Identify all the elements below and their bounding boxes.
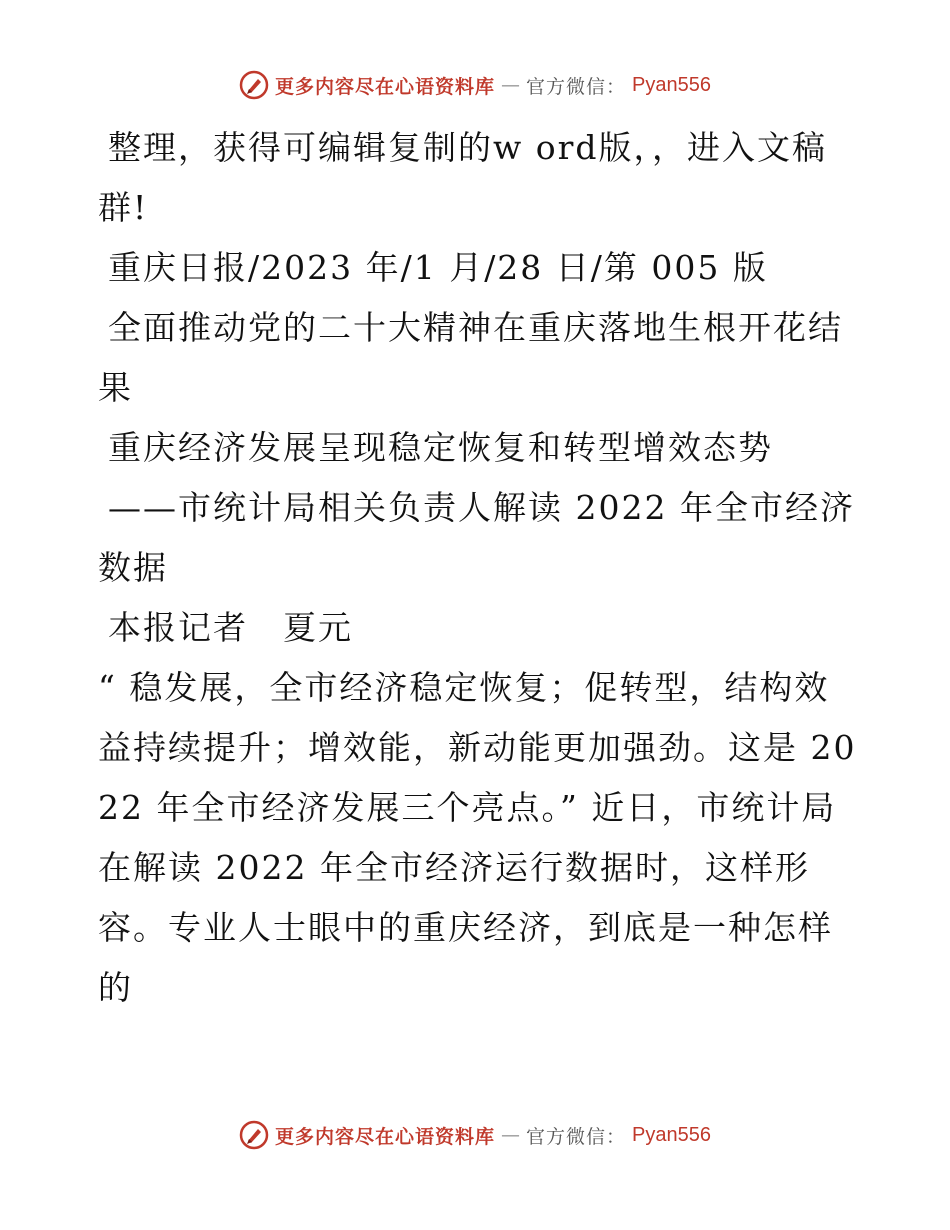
body-paragraph: “ 稳发展，全市经济稳定恢复；促转型，结构效益持续提升；增效能，新动能更加强劲。这是 2022 年全市经济发展三个亮点。” 近日，市统计局在解读 2022 年全市经济运行数据时，这样形容。专业人士眼中的重庆经济，到底是一种怎样的 <box>98 668 857 1007</box>
pen-logo-icon <box>239 1120 269 1150</box>
byline: 本报记者 夏元 <box>108 608 353 647</box>
watermark-account-id: Pyan556 <box>632 73 711 96</box>
watermark-account-id: Pyan556 <box>632 1123 711 1146</box>
footer-watermark <box>0 1120 950 1150</box>
watermark-main-text: 更多内容尽在心语资料库 <box>275 1125 496 1148</box>
intro-paragraph: 整理，获得可编辑复制的w ord版，，进入文稿群! <box>98 128 828 227</box>
watermark-separator: — <box>501 1124 521 1146</box>
banner-headline: 全面推动党的二十大精神在重庆落地生根开花结果 <box>98 308 843 407</box>
article-title: 重庆经济发展呈现稳定恢复和转型增效态势 <box>108 428 773 467</box>
document-body <box>98 118 858 1018</box>
watermark-channel-text: 官方微信： <box>526 75 627 98</box>
article-subtitle: ——市统计局相关负责人解读 2022 年全市经济数据 <box>98 488 855 587</box>
watermark-separator: — <box>501 74 521 96</box>
watermark-channel-text: 官方微信： <box>526 1125 627 1148</box>
source-line: 重庆日报/2023 年/1 月/28 日/第 005 版 <box>108 248 768 287</box>
pen-logo-icon <box>239 70 269 100</box>
header-watermark <box>0 70 950 100</box>
watermark-main-text: 更多内容尽在心语资料库 <box>275 75 496 98</box>
